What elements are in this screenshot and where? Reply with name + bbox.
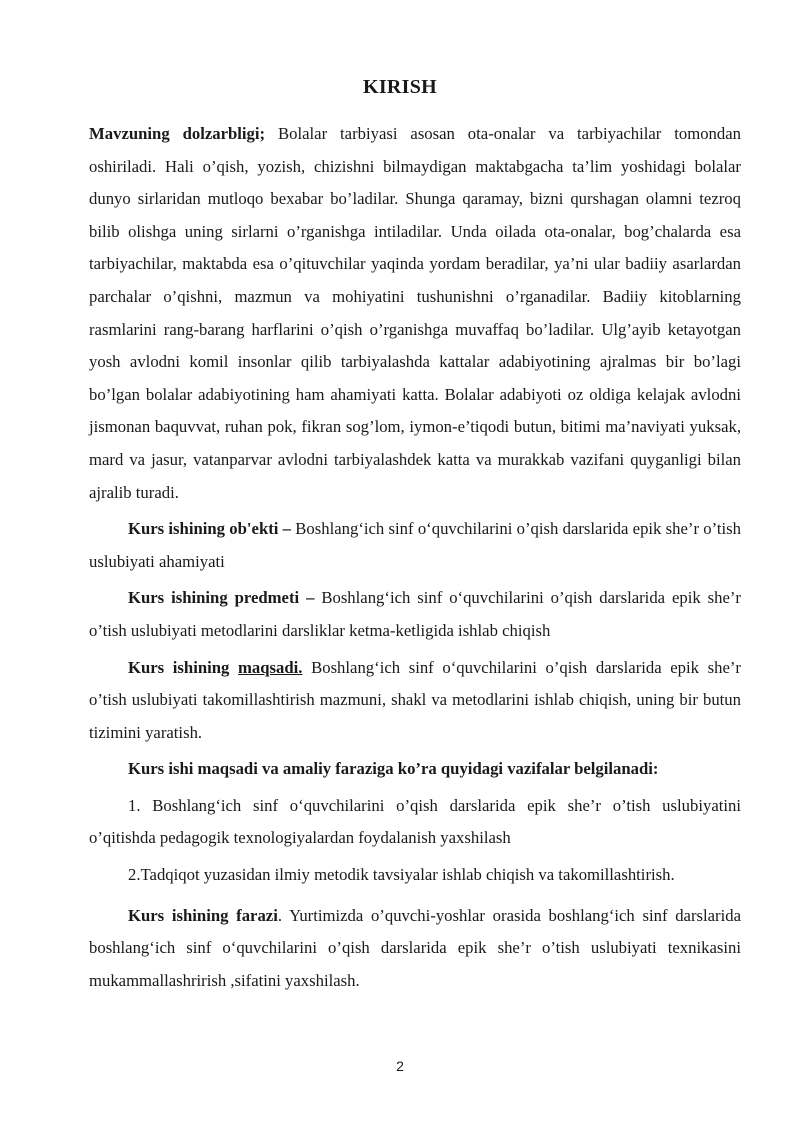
- paragraph-goal: [89, 652, 741, 750]
- task-item-2: 2.Tadqiqot yuzasidan ilmiy metodik tavsiyalar ishlab chiqish va takomillashtirish.: [128, 865, 675, 885]
- paragraph-hypothesis: [89, 900, 741, 998]
- goal-label-underlined: maqsadi.: [238, 657, 303, 677]
- paragraph-relevance: [89, 118, 741, 509]
- task-item-1: 1. Boshlang‘ich sinf o‘quvchilarini o’qish darslarida epik she’r o’tish uslubiyatini o’qitishda pedagogik texnologiyalardan foydalanish yaxshilash: [89, 795, 741, 848]
- tasks-heading: Kurs ishi maqsadi va amaliy faraziga ko’ra quyidagi vazifalar belgilanadi:: [128, 759, 659, 779]
- hypothesis-label: Kurs ishining farazi: [128, 905, 278, 925]
- document-body: [89, 118, 741, 997]
- hypothesis-text: . Yurtimizda o’quvchi-yoshlar orasida boshlang‘ich sinf darslarida boshlang‘ich sinf o‘quvchilarini o’qish darslarida epik she’r o’tish uslubiyati texnikasini mukammallashrirish ,sifatini yaxshilash.: [89, 905, 741, 990]
- subject-text: Boshlang‘ich sinf o‘quvchilarini o’qish darslarida epik she’r o’tish uslubiyati metodlarini darsliklar ketma-ketligida ishlab chiqish: [89, 588, 741, 640]
- relevance-text: Bolalar tarbiyasi asosan ota-onalar va tarbiyachilar tomondan oshiriladi. Hali o’qish, yozish, chizishni bilmaydigan maktabgacha ta’lim yoshidagi bolalar dunyo sirlaridan mutloqo bexabar bo’ladilar. Shunga qaramay, bizni qurshagan olamni tezroq bilib olishga uning sirlarni o’rganishga intiladilar. Unda oilada ota-onalar, bog’chalarda esa tarbiyachilar, maktabda esa o’qituvchilar yaqinda yordam beradilar, ya’ni ular badiiy asarlardan parchalar o’qishni, mazmun va mohiyatini tushunishni o’rganadilar. Badiiy kitoblarning rasmlarini rang-barang harflarini o’qish o’rganishga muvaffaq bo’ladilar. Ulg’ayib ketayotgan yosh avlodni komil insonlar qilib tarbiyalashda kattalar adabiyotining ajralmas bir bo’lagi bo’lgan bolalar adabiyotining ham ahamiyati katta. Bolalar adabiyoti oz oldiga kelajak avlodni jismonan baquvvat, ruhan pok, fikran sog’lom, iymon-e’tiqodi butun, bitimi ma’naviyati yuksak, mard va jasur, vatanparvar avlodni tarbiyalashdek katta va murakkab vazifani quyganligi bilan ajralib turadi.: [89, 124, 741, 502]
- goal-text: Boshlang‘ich sinf o‘quvchilarini o’qish darslarida epik she’r o’tish uslubiyati takomillashtirish mazmuni, shakl va metodlarini ishlab chiqish, uning bir butun tizimini yaratish.: [89, 657, 741, 742]
- object-text: Boshlang‘ich sinf o‘quvchilarini o’qish darslarida epik she’r o’tish uslubiyati ahamiyati: [89, 519, 741, 571]
- page-number: 2: [396, 1058, 404, 1074]
- page-title: KIRISH: [362, 76, 438, 98]
- object-label: Kurs ishining ob'ekti –: [128, 519, 292, 539]
- goal-label: Kurs ishining: [128, 657, 239, 677]
- paragraph-subject: [89, 582, 741, 647]
- relevance-label: Mavzuning dolzarbligi;: [89, 124, 266, 143]
- subject-label: Kurs ishining predmeti –: [128, 588, 315, 608]
- paragraph-object: [89, 513, 741, 578]
